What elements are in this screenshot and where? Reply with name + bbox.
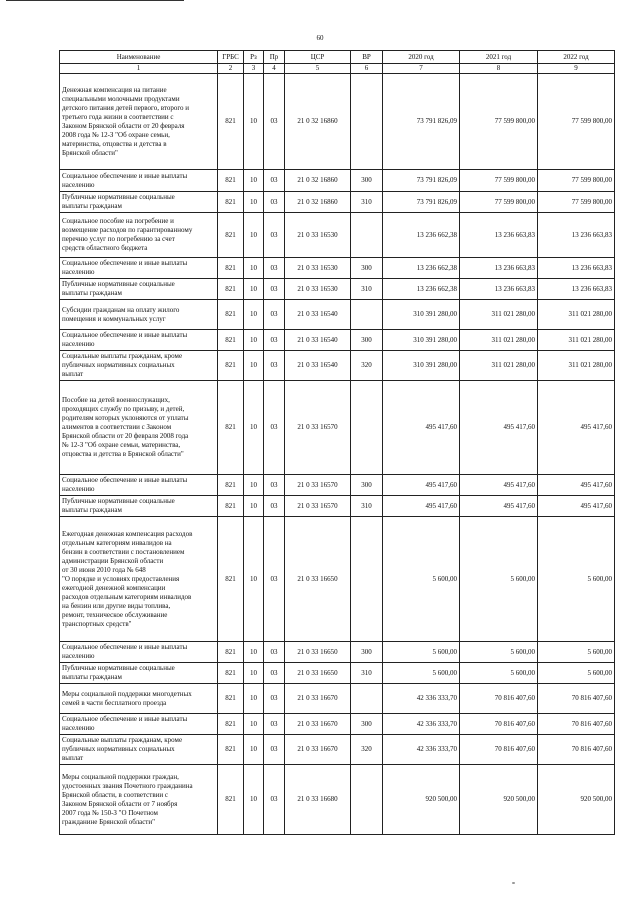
row-amount-2020: 42 336 333,70 [383, 714, 460, 735]
row-amount-2022: 13 236 663,83 [538, 258, 615, 279]
row-amount-2021: 495 417,60 [460, 381, 538, 475]
row-csr: 21 0 33 16540 [285, 330, 351, 351]
row-amount-2020: 13 236 662,38 [383, 213, 460, 258]
table-row [60, 192, 615, 213]
col-number: 1 [60, 64, 218, 74]
row-rz: 10 [244, 170, 264, 192]
row-amount-2020: 5 600,00 [383, 517, 460, 642]
row-amount-2022: 77 599 800,00 [538, 192, 615, 213]
row-amount-2022: 495 417,60 [538, 475, 615, 496]
row-pr: 03 [264, 74, 285, 170]
row-rz: 10 [244, 300, 264, 330]
row-csr: 21 0 32 16860 [285, 170, 351, 192]
row-pr: 03 [264, 475, 285, 496]
row-csr: 21 0 33 16530 [285, 258, 351, 279]
row-amount-2021: 311 021 280,00 [460, 330, 538, 351]
row-pr: 03 [264, 258, 285, 279]
table-row [60, 330, 615, 351]
row-csr: 21 0 33 16570 [285, 496, 351, 517]
row-vr: 300 [351, 714, 383, 735]
row-grbs: 821 [218, 663, 244, 684]
row-name: Субсидии гражданам на оплату жилого помещения и коммунальных услуг [60, 300, 218, 330]
row-amount-2022: 495 417,60 [538, 381, 615, 475]
row-amount-2021: 5 600,00 [460, 663, 538, 684]
row-vr: 310 [351, 279, 383, 300]
row-amount-2020: 310 391 280,00 [383, 351, 460, 381]
row-vr [351, 765, 383, 835]
row-amount-2022: 920 500,00 [538, 765, 615, 835]
row-amount-2021: 13 236 663,83 [460, 258, 538, 279]
row-amount-2021: 77 599 800,00 [460, 74, 538, 170]
row-grbs: 821 [218, 642, 244, 663]
row-amount-2020: 310 391 280,00 [383, 300, 460, 330]
col-number: 3 [244, 64, 264, 74]
row-grbs: 821 [218, 351, 244, 381]
row-amount-2020: 13 236 662,38 [383, 258, 460, 279]
table-row [60, 517, 615, 642]
row-rz: 10 [244, 74, 264, 170]
row-grbs: 821 [218, 192, 244, 213]
row-pr: 03 [264, 192, 285, 213]
row-grbs: 821 [218, 330, 244, 351]
row-name: Социальное обеспечение и иные выплаты населению [60, 475, 218, 496]
row-amount-2020: 5 600,00 [383, 642, 460, 663]
row-csr: 21 0 33 16670 [285, 684, 351, 714]
row-csr: 21 0 33 16680 [285, 765, 351, 835]
row-grbs: 821 [218, 684, 244, 714]
row-vr: 310 [351, 496, 383, 517]
row-vr: 300 [351, 642, 383, 663]
row-vr: 300 [351, 258, 383, 279]
row-name: Социальное обеспечение и иные выплаты населению [60, 642, 218, 663]
column-number-row [60, 64, 615, 74]
row-name: Социальное пособие на погребение и возмещение расходов по гарантированному перечню услуг по погребению за счет средств областного бюджета [60, 213, 218, 258]
row-name: Социальное обеспечение и иные выплаты населению [60, 170, 218, 192]
row-vr: 300 [351, 330, 383, 351]
row-amount-2020: 495 417,60 [383, 381, 460, 475]
row-name: Публичные нормативные социальные выплаты гражданам [60, 663, 218, 684]
row-amount-2022: 13 236 663,83 [538, 213, 615, 258]
row-rz: 10 [244, 517, 264, 642]
row-pr: 03 [264, 517, 285, 642]
row-rz: 10 [244, 330, 264, 351]
row-csr: 21 0 33 16650 [285, 663, 351, 684]
table-row [60, 74, 615, 170]
row-amount-2020: 73 791 826,09 [383, 192, 460, 213]
row-rz: 10 [244, 642, 264, 663]
row-amount-2022: 77 599 800,00 [538, 74, 615, 170]
row-grbs: 821 [218, 258, 244, 279]
row-amount-2022: 311 021 280,00 [538, 351, 615, 381]
row-vr [351, 684, 383, 714]
row-grbs: 821 [218, 300, 244, 330]
row-grbs: 821 [218, 170, 244, 192]
row-amount-2022: 70 816 407,60 [538, 735, 615, 765]
row-csr: 21 0 32 16860 [285, 192, 351, 213]
row-amount-2021: 70 816 407,60 [460, 684, 538, 714]
row-amount-2022: 311 021 280,00 [538, 330, 615, 351]
row-name: Публичные нормативные социальные выплаты гражданам [60, 279, 218, 300]
row-amount-2020: 73 791 826,09 [383, 170, 460, 192]
row-csr: 21 0 33 16530 [285, 279, 351, 300]
table-row [60, 496, 615, 517]
row-pr: 03 [264, 213, 285, 258]
row-vr: 320 [351, 735, 383, 765]
row-csr: 21 0 32 16860 [285, 74, 351, 170]
row-amount-2021: 77 599 800,00 [460, 192, 538, 213]
row-amount-2020: 73 791 826,09 [383, 74, 460, 170]
col-number: 8 [460, 64, 538, 74]
row-csr: 21 0 33 16570 [285, 475, 351, 496]
row-rz: 10 [244, 279, 264, 300]
row-csr: 21 0 33 16670 [285, 735, 351, 765]
row-amount-2022: 70 816 407,60 [538, 684, 615, 714]
row-name: Меры социальной поддержки граждан, удостоенных звания Почетного гражданина Брянской области, в соответствии с Законом Брянской области от 7 ноября 2007 года № 150-З "О Почетном гражданине Брянской области" [60, 765, 218, 835]
table-row [60, 213, 615, 258]
row-grbs: 821 [218, 74, 244, 170]
row-rz: 10 [244, 192, 264, 213]
row-amount-2021: 920 500,00 [460, 765, 538, 835]
col-header-2020: 2020 год [383, 51, 460, 64]
row-vr: 310 [351, 663, 383, 684]
col-number: 2 [218, 64, 244, 74]
row-amount-2021: 5 600,00 [460, 517, 538, 642]
row-amount-2021: 77 599 800,00 [460, 170, 538, 192]
col-header-2021: 2021 год [460, 51, 538, 64]
row-rz: 10 [244, 258, 264, 279]
row-amount-2022: 5 600,00 [538, 663, 615, 684]
row-amount-2020: 13 236 662,38 [383, 279, 460, 300]
col-number: 6 [351, 64, 383, 74]
row-name: Пособие на детей военнослужащих, проходящих службу по призыву, и детей, родителям которых уклоняются от уплаты алиментов в соответствии с Законом Брянской области от 20 февраля 2008 года № 12-З "Об охране семьи, материнства, отцовства и детства в Брянской области" [60, 381, 218, 475]
row-pr: 03 [264, 381, 285, 475]
top-rule [6, 0, 184, 1]
budget-table [59, 50, 615, 835]
row-rz: 10 [244, 684, 264, 714]
row-amount-2021: 13 236 663,83 [460, 279, 538, 300]
row-amount-2022: 311 021 280,00 [538, 300, 615, 330]
table-row [60, 765, 615, 835]
table-row [60, 684, 615, 714]
row-amount-2020: 42 336 333,70 [383, 684, 460, 714]
row-grbs: 821 [218, 735, 244, 765]
row-amount-2020: 495 417,60 [383, 475, 460, 496]
row-pr: 03 [264, 714, 285, 735]
table-row [60, 663, 615, 684]
row-vr [351, 300, 383, 330]
row-name: Публичные нормативные социальные выплаты гражданам [60, 192, 218, 213]
row-csr: 21 0 33 16570 [285, 381, 351, 475]
table-row [60, 170, 615, 192]
col-header-csr: ЦСР [285, 51, 351, 64]
row-amount-2022: 5 600,00 [538, 517, 615, 642]
row-amount-2020: 42 336 333,70 [383, 735, 460, 765]
row-amount-2022: 495 417,60 [538, 496, 615, 517]
row-name: Публичные нормативные социальные выплаты гражданам [60, 496, 218, 517]
row-amount-2021: 13 236 663,83 [460, 213, 538, 258]
row-name: Социальное обеспечение и иные выплаты населению [60, 258, 218, 279]
row-grbs: 821 [218, 714, 244, 735]
col-header-pr: Пр [264, 51, 285, 64]
col-number: 9 [538, 64, 615, 74]
row-rz: 10 [244, 351, 264, 381]
row-rz: 10 [244, 496, 264, 517]
row-vr: 300 [351, 475, 383, 496]
row-vr [351, 74, 383, 170]
row-amount-2021: 311 021 280,00 [460, 300, 538, 330]
row-name: Денежная компенсация на питание специальными молочными продуктами детского питания детей первого, второго и третьего года жизни в соответствии с Законом Брянской области от 20 февраля 2008 года № 12-З "Об охране семьи, материнства, отцовства и детства в Брянской области" [60, 74, 218, 170]
row-amount-2020: 310 391 280,00 [383, 330, 460, 351]
row-pr: 03 [264, 735, 285, 765]
table-body [60, 74, 615, 835]
header-row [60, 51, 615, 64]
row-rz: 10 [244, 735, 264, 765]
col-header-rz: Рз [244, 51, 264, 64]
scan-mark [512, 882, 515, 884]
row-grbs: 821 [218, 213, 244, 258]
table-row [60, 714, 615, 735]
row-amount-2021: 495 417,60 [460, 475, 538, 496]
row-name: Социальное обеспечение и иные выплаты населению [60, 714, 218, 735]
table-row [60, 258, 615, 279]
row-pr: 03 [264, 351, 285, 381]
row-csr: 21 0 33 16540 [285, 300, 351, 330]
row-pr: 03 [264, 663, 285, 684]
row-pr: 03 [264, 330, 285, 351]
row-vr: 300 [351, 170, 383, 192]
row-amount-2021: 70 816 407,60 [460, 735, 538, 765]
row-name: Социальное обеспечение и иные выплаты населению [60, 330, 218, 351]
row-csr: 21 0 33 16530 [285, 213, 351, 258]
col-header-vr: ВР [351, 51, 383, 64]
col-header-name: Наименование [60, 51, 218, 64]
row-rz: 10 [244, 663, 264, 684]
table-row [60, 735, 615, 765]
row-csr: 21 0 33 16670 [285, 714, 351, 735]
row-grbs: 821 [218, 765, 244, 835]
table-row [60, 351, 615, 381]
col-number: 5 [285, 64, 351, 74]
row-vr: 310 [351, 192, 383, 213]
row-amount-2021: 495 417,60 [460, 496, 538, 517]
row-amount-2021: 70 816 407,60 [460, 714, 538, 735]
row-grbs: 821 [218, 475, 244, 496]
row-amount-2022: 13 236 663,83 [538, 279, 615, 300]
row-amount-2021: 311 021 280,00 [460, 351, 538, 381]
row-name: Меры социальной поддержки многодетных семей в части бесплатного проезда [60, 684, 218, 714]
row-amount-2020: 920 500,00 [383, 765, 460, 835]
row-pr: 03 [264, 170, 285, 192]
row-rz: 10 [244, 765, 264, 835]
row-name: Ежегодная денежная компенсация расходов отдельным категориям инвалидов на бензин в соответствии с постановлением администрации Брянской области от 30 июня 2010 года № 648 "О порядке и условиях предоставления ежегодной денежной компенсации расходов отдельным категориям инвалидов на бензин или другие виды топлива, ремонт, техническое обслуживание транспортных средств" [60, 517, 218, 642]
col-number: 7 [383, 64, 460, 74]
row-pr: 03 [264, 300, 285, 330]
row-csr: 21 0 33 16650 [285, 517, 351, 642]
row-pr: 03 [264, 642, 285, 663]
row-rz: 10 [244, 714, 264, 735]
row-csr: 21 0 33 16650 [285, 642, 351, 663]
row-grbs: 821 [218, 381, 244, 475]
row-vr: 320 [351, 351, 383, 381]
row-rz: 10 [244, 381, 264, 475]
row-amount-2022: 77 599 800,00 [538, 170, 615, 192]
row-vr [351, 213, 383, 258]
row-grbs: 821 [218, 517, 244, 642]
table-row [60, 475, 615, 496]
col-header-2022: 2022 год [538, 51, 615, 64]
row-amount-2021: 5 600,00 [460, 642, 538, 663]
row-csr: 21 0 33 16540 [285, 351, 351, 381]
row-pr: 03 [264, 496, 285, 517]
row-vr [351, 381, 383, 475]
row-amount-2020: 5 600,00 [383, 663, 460, 684]
row-grbs: 821 [218, 279, 244, 300]
row-grbs: 821 [218, 496, 244, 517]
row-vr [351, 517, 383, 642]
row-pr: 03 [264, 684, 285, 714]
row-amount-2022: 70 816 407,60 [538, 714, 615, 735]
table-row [60, 642, 615, 663]
row-pr: 03 [264, 765, 285, 835]
col-header-grbs: ГРБС [218, 51, 244, 64]
row-rz: 10 [244, 475, 264, 496]
row-amount-2020: 495 417,60 [383, 496, 460, 517]
col-number: 4 [264, 64, 285, 74]
table-row [60, 279, 615, 300]
row-name: Социальные выплаты гражданам, кроме публичных нормативных социальных выплат [60, 735, 218, 765]
table-row [60, 300, 615, 330]
row-amount-2022: 5 600,00 [538, 642, 615, 663]
row-rz: 10 [244, 213, 264, 258]
table-row [60, 381, 615, 475]
row-name: Социальные выплаты гражданам, кроме публичных нормативных социальных выплат [60, 351, 218, 381]
page-number: 60 [316, 34, 324, 42]
row-pr: 03 [264, 279, 285, 300]
